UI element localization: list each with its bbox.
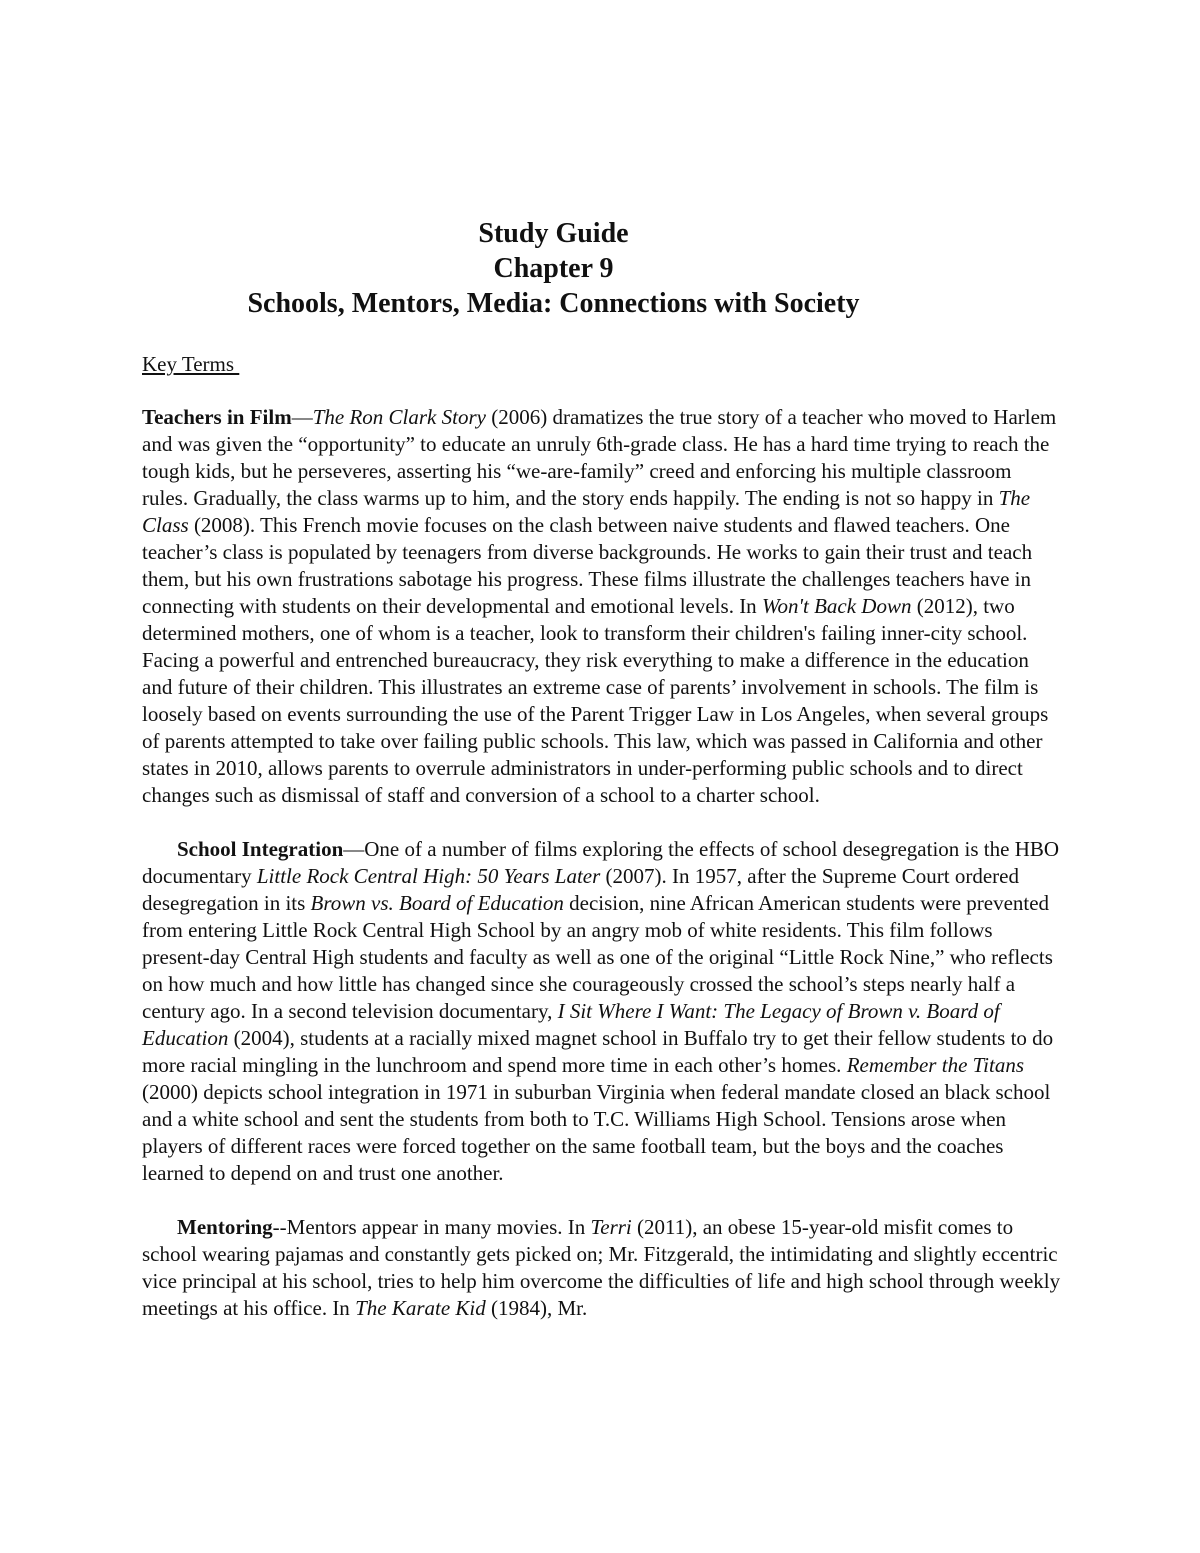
film-title: Brown vs. Board of Education [310,891,564,915]
film-title: I Sit Where I Want: The Legacy of Brown v. Board of Education [142,999,1000,1050]
film-title: Little Rock Central High: 50 Years Later [256,864,601,888]
paragraph-text: --Mentors appear in many movies. In [272,1215,591,1239]
paragraph-text: —One of a number of films exploring the effects of school desegregation is the HBO documentary [142,837,1060,888]
key-terms-heading: Key Terms [142,352,240,376]
paragraph-text: (2008). This French movie focuses on the clash between naive students and flawed teachers. One teacher’s class is populated by teenagers from diverse backgrounds. He works to gain their trust and teach them, but his own frustrations sabotage his progress. These films illustrate the challenges teachers have in connecting with students on their developmental and emotional levels. In [142,513,1033,618]
film-title: Remember the Titans [846,1053,1024,1077]
document-header [0,216,1107,321]
film-title: Won't Back Down [761,594,912,618]
film-title: The Karate Kid [355,1296,486,1320]
paragraph-mentoring [142,1214,1062,1322]
film-title: Terri [590,1215,632,1239]
paragraph-text: (2011), an obese 15-year-old misfit comes to school wearing pajamas and constantly gets picked on; Mr. Fitzgerald, the intimidating and slightly eccentric vice principal at his school, tries to help him overcome the difficulties of life and high school through weekly meetings at his office. In [142,1215,1061,1320]
paragraph-text: (2007). In 1957, after the Supreme Court ordered desegregation in its [142,864,1019,915]
paragraph-school-integration [142,836,1062,1187]
paragraph-text: decision, nine African American students were prevented from entering Little Rock Central High School by an angry mob of white residents. This film follows present-day Central High students and faculty as well as one of the original “Little Rock Nine,” who reflects on how much and how little has changed since she courageously crossed the school’s steps nearly half a century ago. In a second television documentary, [142,891,1053,1023]
paragraph-text: (2006) dramatizes the true story of a teacher who moved to Harlem and was given the “opportunity” to educate an unruly 6th-grade class. He has a hard time trying to reach the tough kids, but he perseveres, asserting his “we-are-family” creed and enforcing his multiple classroom rules. Gradually, the class warms up to him, and the story ends happily. The ending is not so happy in [142,405,1057,510]
paragraph-text: (2000) depicts school integration in 1971 in suburban Virginia when federal mandate closed an black school and a white school and sent the students from both to T.C. Williams High School. Tensions arose when players of different races were forced together on the same football team, but the boys and the coaches learned to depend on and trust one another. [142,1080,1051,1185]
paragraph-text: (2004), students at a racially mixed magnet school in Buffalo try to get their fellow students to do more racial mingling in the lunchroom and spend more time in each other’s homes. [142,1026,1054,1077]
document-body [142,404,1062,1349]
paragraph-text: (2012), two determined mothers, one of whom is a teacher, look to transform their children's failing inner-city school. Facing a powerful and entrenched bureaucracy, they risk everything to make a difference in the education and future of their children. This illustrates an extreme case of parents’ involvement in schools. The film is loosely based on events surrounding the use of the Parent Trigger Law in Los Angeles, when several groups of parents attempted to take over failing public schools. This law, which was passed in California and other states in 2010, allows parents to overrule administrators in under-performing public schools and to direct changes such as dismissal of staff and conversion of a school to a charter school. [142,594,1049,807]
film-title: The Ron Clark Story [312,405,486,429]
film-title: The Class [142,486,1031,537]
key-term: School Integration [177,837,344,861]
study-guide-title: Study Guide [478,218,629,249]
key-term: Mentoring [177,1215,273,1239]
chapter-title: Schools, Mentors, Media: Connections with Society [247,288,860,319]
paragraph-teachers-in-film [142,404,1062,809]
key-term: Teachers in Film [142,405,292,429]
chapter-number: Chapter 9 [493,253,614,284]
paragraph-text: (1984), Mr. [485,1296,588,1320]
paragraph-text: — [291,405,313,429]
